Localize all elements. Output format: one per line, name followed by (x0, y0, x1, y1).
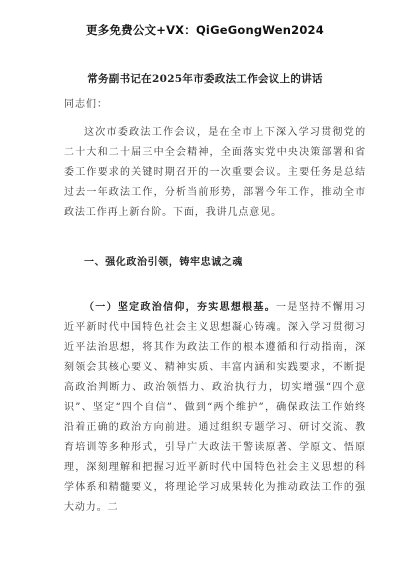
document-title: 常务副书记在2025年市委政法工作会议上的讲话 (87, 73, 323, 85)
subsection-body: 一是坚持不懈用习近平新时代中国特色社会主义思想凝心铸魂。深入学习贯彻习近平法治思想，将其作为政法工作的根本遵循和行动指南，深刻领会其核心要义、精神实质、丰富内涵和实践要求，不断提高政治判断力、政治领悟力、政治执行力，切实增强“四个意识”、坚定“四个自信”、做到“两个维护”，确保政法工作始终沿着正确的政治方向前进。通过组织专题学习、研讨交流、教育培训等多种形式，引导广大政法干警读原著、学原文、悟原理，深刻理解和把握习近平新时代中国特色社会主义思想的科学体系和精髓要义，将理论学习成果转化为推动政法工作的强大动力。二 (64, 302, 366, 513)
section-heading: 一、强化政治引领，铸牢忠诚之魂 (84, 257, 243, 268)
intro-paragraph: 这次市委政法工作会议，是在全市上下深入学习贯彻党的二十大和二十届三中全会精神，全面落实党中央决策部署和省委工作要求的关键时期召开的一次重要会议。主要任务是总结过去一年政法工作，分析当前形势，部署今年工作，推动全市政法工作再上新台阶。下面，我讲几点意见。 (64, 127, 366, 218)
watermark-header: 更多免费公文+VX：QiGeGongWen2024 (86, 23, 324, 37)
salutation: 同志们： (64, 99, 108, 110)
subsection-lead: （一）坚定政治信仰，夯实思想根基。 (84, 302, 277, 313)
subsection-paragraph (64, 298, 366, 518)
